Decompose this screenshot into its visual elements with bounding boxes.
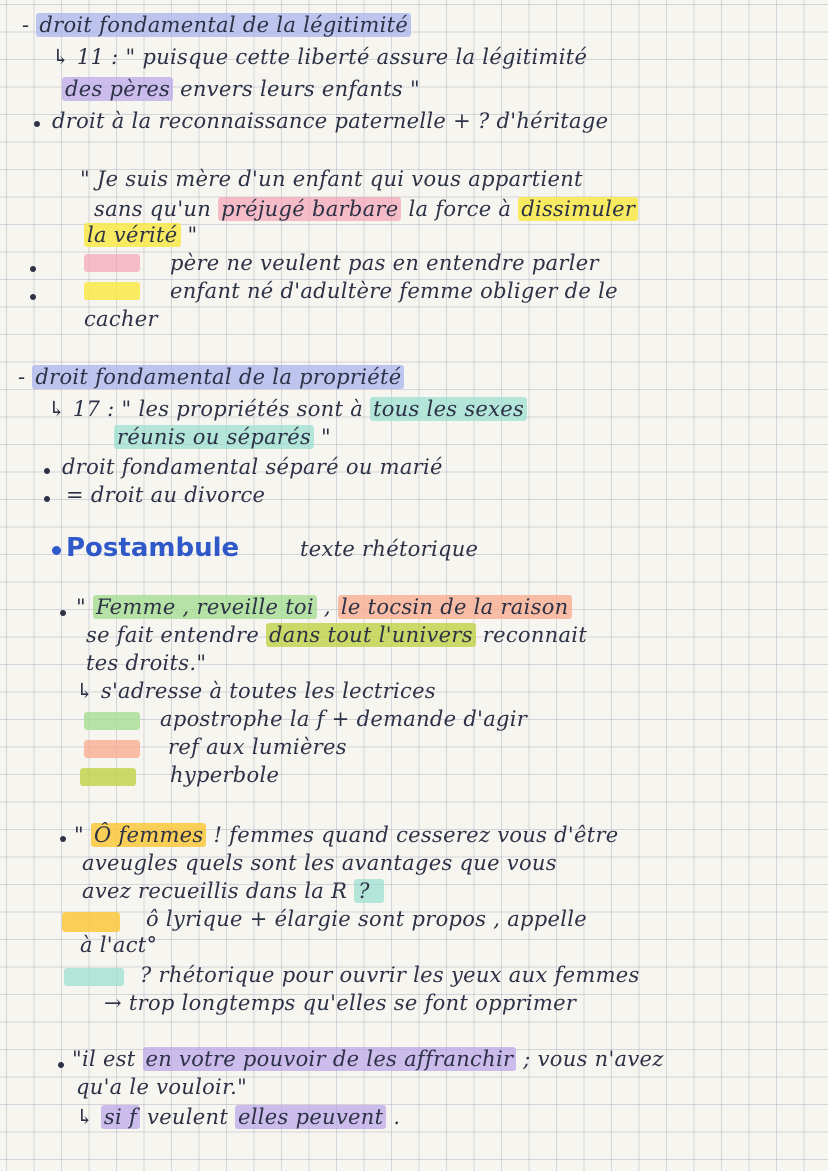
- highlight-prejuge: préjugé barbare: [218, 197, 401, 221]
- dash-marker: -: [22, 13, 30, 37]
- highlight-univers: dans tout l'univers: [266, 623, 476, 647]
- quote-text: "il est: [72, 1047, 136, 1071]
- quote-mark: ": [187, 223, 198, 247]
- quote-text: sans qu'un: [94, 197, 212, 221]
- quote-pouvoir-line-1: [72, 1046, 664, 1072]
- quote-mark: ": [76, 595, 86, 619]
- section-2-heading: [18, 364, 404, 390]
- key-text: apostrophe la f + demande d'agir: [160, 707, 528, 731]
- key-green-explanation: [160, 706, 527, 732]
- article-17-line: [48, 396, 527, 422]
- green-swatch-icon: [84, 712, 140, 730]
- highlight-pouvoir: en votre pouvoir de les affranchir: [143, 1047, 517, 1071]
- note-text: droit fondamental séparé ou marié: [62, 455, 443, 479]
- quote-text: envers leurs enfants ": [180, 77, 420, 101]
- pink-swatch-icon: [84, 254, 140, 272]
- article-11-continuation: [62, 76, 420, 102]
- key-text: ref aux lumières: [168, 735, 347, 759]
- key-text: enfant né d'adultère femme obliger de le: [170, 279, 618, 303]
- bullet-icon: [60, 836, 66, 842]
- quote-text: " Je suis mère d'un enfant qui vous appartient: [80, 167, 583, 191]
- quote-text: la force à: [408, 197, 512, 221]
- key-pink-explanation: [170, 250, 599, 276]
- highlight-dissimuler: dissimuler: [518, 197, 638, 221]
- quote-text: avez recueillis dans la R: [82, 879, 348, 903]
- key-text: → trop longtemps qu'elles se font opprimer: [104, 991, 577, 1015]
- punctuation: .: [393, 1105, 401, 1129]
- key-text: père ne veulent pas en entendre parler: [170, 251, 599, 275]
- key-yellow-continuation: [84, 306, 158, 332]
- postambule-subtitle: [300, 536, 478, 562]
- quote-text: " puisque cette liberté assure la légitimité: [125, 45, 588, 69]
- quote-text: ! femmes quand cesserez vous d'être: [213, 823, 619, 847]
- key-text: hyperbole: [170, 763, 280, 787]
- key-gold-continuation: [80, 932, 157, 958]
- note-text: droit à la reconnaissance paternelle + ? d'héritage: [52, 109, 609, 133]
- quote-text: reconnait: [482, 623, 588, 647]
- arrow-marker: ↳: [76, 1105, 94, 1129]
- bullet-icon: [30, 266, 36, 272]
- bullet-icon: [60, 610, 66, 616]
- section-1-heading: [22, 12, 411, 38]
- quote-text: se fait entendre: [86, 623, 260, 647]
- quote-mark: ": [321, 425, 331, 449]
- lectrices-note: [76, 678, 436, 704]
- arrow-marker: ↳ 17 :: [48, 397, 115, 421]
- quote-o-femmes-line-1: [74, 822, 619, 848]
- quote-text: veulent: [147, 1105, 229, 1129]
- highlight-peuvent: elles peuvent: [235, 1105, 386, 1129]
- teal-swatch-icon: [64, 968, 124, 986]
- highlight-verite: la vérité: [84, 223, 181, 247]
- bullet-icon: [58, 1062, 64, 1068]
- highlight-tocsin: le tocsin de la raison: [338, 595, 572, 619]
- yellow-swatch-icon: [84, 282, 140, 300]
- note-text: ↳ s'adresse à toutes les lectrices: [76, 679, 436, 703]
- quote-text: ; vous n'avez: [523, 1047, 664, 1071]
- highlight-o-femmes: Ô femmes: [91, 823, 207, 847]
- dash-marker: -: [18, 365, 26, 389]
- quote-text: " les propriétés sont à: [121, 397, 364, 421]
- gold-swatch-icon: [62, 912, 120, 932]
- highlight-peres: des pères: [62, 77, 173, 101]
- quote-o-femmes-line-2: [82, 850, 557, 876]
- quote-mere-line-1: [80, 166, 583, 192]
- key-gold-explanation: [146, 906, 587, 932]
- quote-femme-line-3: [86, 650, 206, 676]
- note-divorce: [66, 482, 265, 508]
- arrow-marker: ↳ 11 :: [52, 45, 119, 69]
- conclusion-line: [76, 1104, 400, 1130]
- highlight-sexes: tous les sexes: [370, 397, 527, 421]
- quote-pouvoir-line-2: [76, 1074, 247, 1100]
- highlight-reunis: réunis ou séparés: [114, 425, 314, 449]
- bullet-icon: [30, 294, 36, 300]
- orange-swatch-icon: [84, 740, 140, 758]
- note-reconnaissance: [52, 108, 608, 134]
- subtitle-text: texte rhétorique: [300, 537, 479, 561]
- key-text: cacher: [84, 307, 158, 331]
- quote-femme-line-1: [76, 594, 572, 620]
- bullet-icon: [44, 468, 50, 474]
- highlight-reveille: Femme , reveille toi: [93, 595, 317, 619]
- quote-mere-line-3: [84, 222, 197, 248]
- note-text: = droit au divorce: [66, 483, 266, 507]
- bullet-icon: [44, 496, 50, 502]
- quote-text: aveugles quels sont les avantages que vous: [82, 851, 557, 875]
- quote-mere-line-2: [94, 196, 638, 222]
- heading-text: droit fondamental de la propriété: [32, 365, 404, 389]
- key-teal-continuation: [104, 990, 576, 1016]
- quote-text: qu'a le vouloir.": [76, 1075, 248, 1099]
- key-text: ô lyrique + élargie sont propos , appelle: [146, 907, 588, 931]
- key-yellow-explanation: [170, 278, 618, 304]
- key-text: ? rhétorique pour ouvrir les yeux aux femmes: [140, 963, 640, 987]
- highlight-si-f: si f: [101, 1105, 140, 1129]
- key-orange-explanation: [168, 734, 347, 760]
- note-separe: [62, 454, 443, 480]
- quote-text: tes droits.": [86, 651, 207, 675]
- heading-text: droit fondamental de la légitimité: [36, 13, 411, 37]
- quote-femme-line-2: [86, 622, 587, 648]
- quote-mark: ": [74, 823, 84, 847]
- article-17-continuation: [114, 424, 331, 450]
- lime-swatch-icon: [80, 768, 136, 786]
- section-bullet-icon: [52, 546, 61, 555]
- article-11-line: [52, 44, 587, 70]
- punctuation: ,: [323, 595, 331, 619]
- quote-o-femmes-line-3: [82, 878, 384, 904]
- bullet-icon: [34, 121, 40, 127]
- key-lime-explanation: [170, 762, 279, 788]
- postambule-title: Postambule: [66, 533, 240, 563]
- highlight-question: ?: [354, 879, 384, 903]
- key-teal-explanation: [140, 962, 640, 988]
- key-text: à l'act°: [80, 933, 158, 957]
